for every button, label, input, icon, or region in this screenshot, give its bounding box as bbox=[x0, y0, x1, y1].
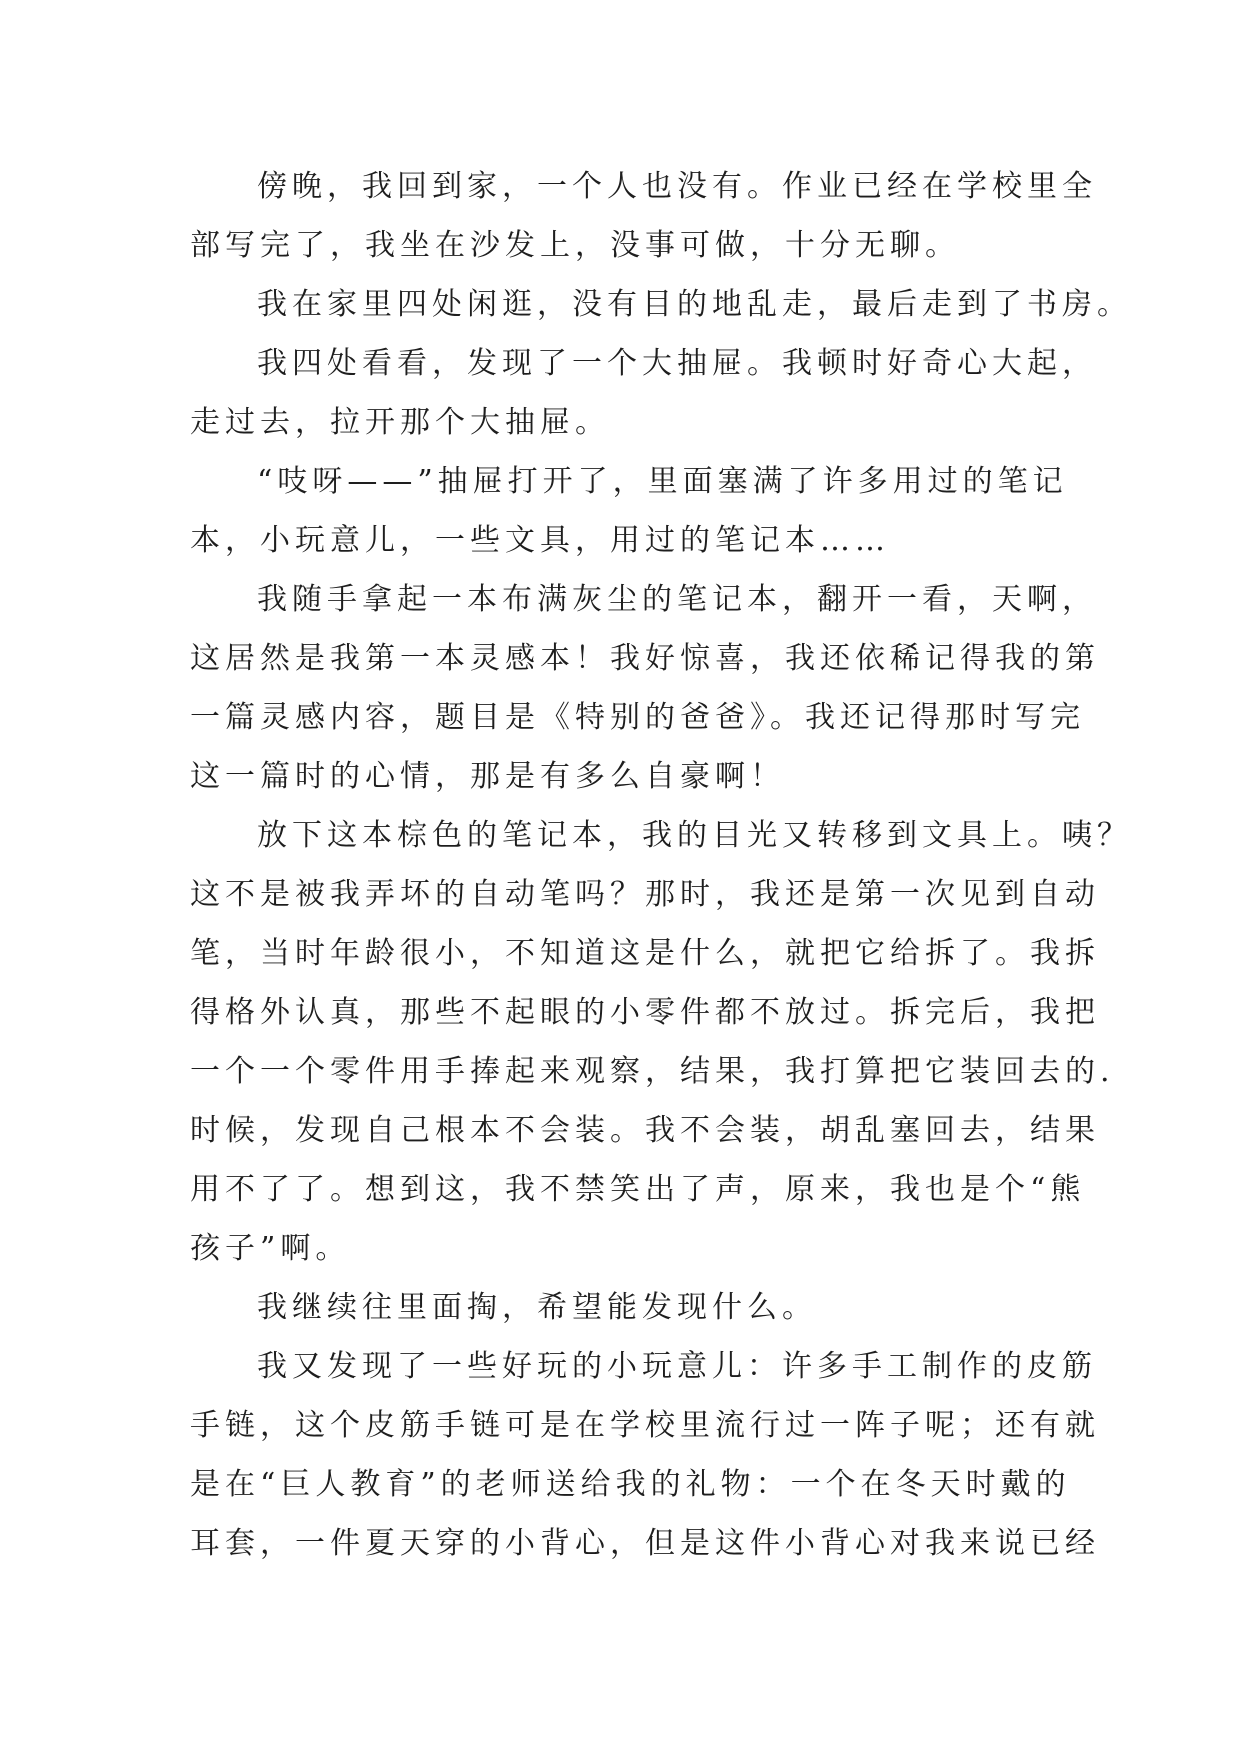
text-line: 这居然是我第一本灵感本！我好惊喜，我还依稀记得我的第 bbox=[190, 641, 1100, 676]
text-line: 孩子”啊。 bbox=[190, 1231, 351, 1266]
text-line: 傍晚，我回到家，一个人也没有。作业已经在学校里全 bbox=[257, 169, 1097, 204]
text-line: 一个一个零件用手捧起来观察，结果，我打算把它装回去的. bbox=[190, 1054, 1115, 1089]
text-line: 这不是被我弄坏的自动笔吗？那时，我还是第一次见到自动 bbox=[190, 877, 1100, 912]
body-text bbox=[190, 157, 1132, 1573]
text-line: 放下这本棕色的笔记本，我的目光又转移到文具上。咦？ bbox=[257, 818, 1132, 853]
text-line: 时候，发现自己根本不会装。我不会装，胡乱塞回去，结果 bbox=[190, 1113, 1100, 1148]
text-line: 一篇灵感内容，题目是《特别的爸爸》。我还记得那时写完 bbox=[190, 700, 1085, 735]
text-line: 部写完了，我坐在沙发上，没事可做，十分无聊。 bbox=[190, 228, 960, 263]
text-line: 用不了了。想到这，我不禁笑出了声，原来，我也是个“熊 bbox=[190, 1172, 1086, 1207]
text-line: 本，小玩意儿，一些文具，用过的笔记本…… bbox=[190, 523, 890, 558]
text-line: “吱呀——”抽屉打开了，里面塞满了许多用过的笔记 bbox=[257, 464, 1068, 499]
text-line: 走过去，拉开那个大抽屉。 bbox=[190, 405, 610, 440]
text-line: 耳套，一件夏天穿的小背心，但是这件小背心对我来说已经 bbox=[190, 1526, 1100, 1561]
text-line: 这一篇时的心情，那是有多么自豪啊！ bbox=[190, 759, 785, 794]
text-line: 得格外认真，那些不起眼的小零件都不放过。拆完后，我把 bbox=[190, 995, 1100, 1030]
text-line: 我随手拿起一本布满灰尘的笔记本，翻开一看，天啊， bbox=[257, 582, 1097, 617]
text-line: 我四处看看，发现了一个大抽屉。我顿时好奇心大起， bbox=[257, 346, 1097, 381]
text-line: 我继续往里面掏，希望能发现什么。 bbox=[257, 1290, 817, 1325]
text-line: 是在“巨人教育”的老师送给我的礼物：一个在冬天时戴的 bbox=[190, 1467, 1071, 1502]
text-line: 手链，这个皮筋手链可是在学校里流行过一阵子呢；还有就 bbox=[190, 1408, 1100, 1443]
text-line: 我在家里四处闲逛，没有目的地乱走，最后走到了书房。 bbox=[257, 287, 1132, 322]
text-line: 我又发现了一些好玩的小玩意儿：许多手工制作的皮筋 bbox=[257, 1349, 1097, 1384]
text-line: 笔，当时年龄很小，不知道这是什么，就把它给拆了。我拆 bbox=[190, 936, 1100, 971]
